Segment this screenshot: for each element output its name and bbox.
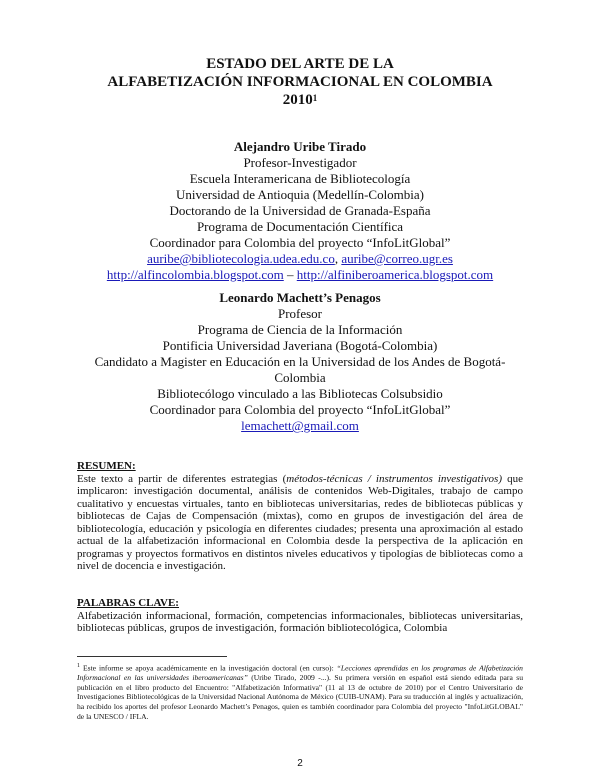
footnote-text-part: (Uribe Tirado, 2009 -...). Su primera versión en español está siendo editada para su publicación en el libro producto del Encuentro: "Alfabetización Informativa" (11 al 13 de octubre de 2010) por el Centro Universitario de Investigaciones Bibliotecológicas de la Universidad Nacional Autónoma de México (CUIB-UNAM). Para su traducción al inglés y actualización, ha recibido los aportes del profesor Leonardo Machett’s Penagos, quien es también coordinador para Colombia del proyecto "InfoLitGLOBAL" de la UNESCO / IFLA.	[77, 673, 524, 721]
keywords-heading: PALABRAS CLAVE:	[77, 597, 179, 609]
author1-blog-link-2[interactable]: http://alfiniberoamerica.blogspot.com	[296, 267, 494, 282]
keywords-text: Alfabetización informacional, formación, competencias informacionales, bibliotecas universitarias, bibliotecas públicas, grupos de investigación, formación bibliotecológica, Colombia	[77, 609, 523, 634]
blog-separator: –	[283, 267, 297, 282]
abstract-text-part: Este texto a partir de diferentes estrategias (	[77, 472, 287, 485]
author2-role: Profesor	[277, 306, 323, 321]
abstract-text-part: que implicaron: investigación documental, análisis de contenidos Web-Digitales, trabajo de campo cualitativo y encuestas virtuales, tanto en bibliotecas universitarias, redes de bibliotecas públicas y bibliotecas de Cajas de Compensación (mixtas), como en grupos de investigación del área de bibliotecología, educación y psicología en diferentes ciudades; presenta una aproximación al estado actual de la alfabetización informacional en Colombia desde la perspectiva de la aplicación en programas y proyectos formativos en distintos niveles educativos y tipologías de bibliotecas como a nivel de docencia e investigación.	[77, 472, 523, 572]
author1-blogs	[0, 267, 600, 283]
author1-doctorate: Doctorando de la Universidad de Granada-España	[169, 203, 431, 218]
abstract-heading: RESUMEN:	[77, 460, 136, 472]
author1-program: Programa de Documentación Científica	[196, 219, 404, 234]
title-line-2: ALFABETIZACIÓN INFORMACIONAL EN COLOMBIA	[107, 74, 493, 90]
footnote-reference[interactable]: 1	[312, 93, 318, 103]
author2-librarian: Bibliotecólogo vinculado a las Bibliotecas Colsubsidio	[157, 386, 443, 401]
author2-university: Pontificia Universidad Javeriana (Bogotá-Colombia)	[162, 338, 438, 353]
author2-candidate-line-1: Candidato a Magister en Educación en la Universidad de los Andes de Bogotá-	[94, 354, 506, 369]
author1-name: Alejandro Uribe Tirado	[233, 139, 367, 154]
abstract-text-italic: métodos-técnicas / instrumentos investigativos)	[286, 472, 502, 485]
author1-email-link-2[interactable]: auribe@correo.ugr.es	[341, 251, 453, 266]
abstract-section	[77, 460, 523, 573]
footnote-text-italic: “Lecciones aprendidas en los programas de Alfabetización Informacional en las universidades iberoamericanas”	[77, 663, 523, 683]
author2-coordinator: Coordinador para Colombia del proyecto “InfoLitGlobal”	[149, 402, 451, 417]
keywords-section	[77, 597, 523, 635]
author2-email-link[interactable]: lemachett@gmail.com	[241, 418, 359, 433]
footnote-divider	[77, 656, 227, 657]
author2-email-line	[0, 418, 600, 434]
footnote-text-part: Este informe se apoya académicamente en la investigación doctoral (en curso):	[80, 663, 337, 673]
author1-school: Escuela Interamericana de Bibliotecología	[189, 171, 411, 186]
author2-candidate-line-2: Colombia	[274, 370, 326, 385]
footnote	[77, 662, 523, 721]
title-line-1: ESTADO DEL ARTE DE LA	[206, 56, 394, 72]
author1-blog-link-1[interactable]: http://alfincolombia.blogspot.com	[106, 267, 284, 282]
author2-name: Leonardo Machett’s Penagos	[219, 290, 381, 305]
page-number: 2	[297, 758, 303, 769]
author1-coordinator: Coordinador para Colombia del proyecto “InfoLitGlobal”	[149, 235, 451, 250]
author2-program: Programa de Ciencia de la Información	[197, 322, 403, 337]
title-line-3	[0, 91, 600, 109]
footnote-number: 1	[77, 663, 80, 669]
email-separator: ,	[334, 251, 342, 266]
author1-university: Universidad de Antioquia (Medellín-Colombia)	[175, 187, 425, 202]
author1-email-link-1[interactable]: auribe@bibliotecologia.udea.edu.co	[147, 251, 335, 266]
author1-role: Profesor-Investigador	[243, 155, 357, 170]
title-year: 2010	[282, 92, 313, 108]
author1-emails	[0, 251, 600, 267]
abstract-text	[77, 473, 523, 573]
